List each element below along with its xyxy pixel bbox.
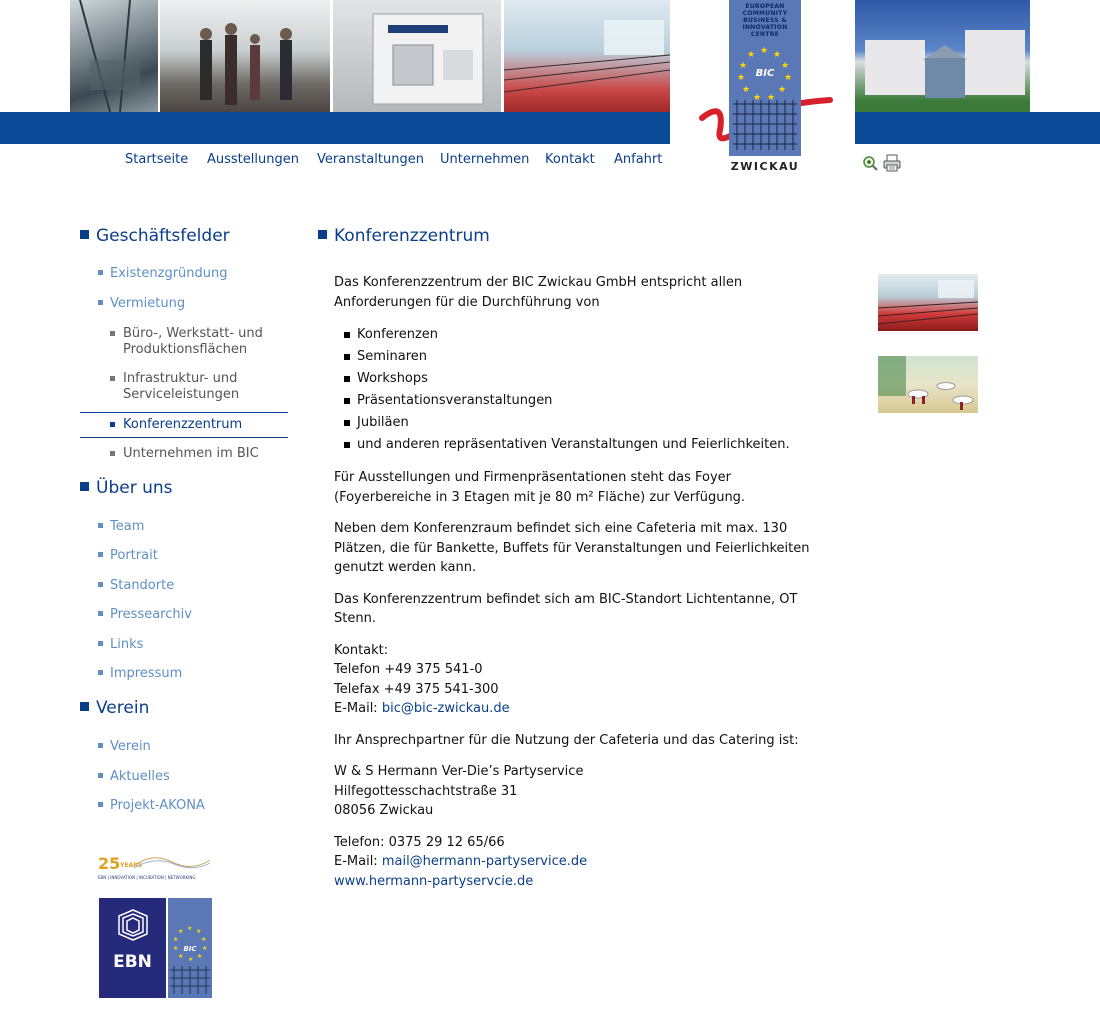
ebn-bic-logo[interactable] — [99, 898, 212, 998]
foyer-paragraph: Für Ausstellungen und Firmenpräsentationen steht das Foyer (Foyerbereiche in 3 Etagen mit je 80 m² Fläche) zur Verfügung. — [334, 470, 746, 505]
square-bullet-icon — [98, 743, 103, 748]
sidebar-item-label: Team — [110, 519, 145, 534]
list-item-text: Präsentationsveranstaltungen — [357, 393, 553, 408]
nav-ausstellungen[interactable]: Ausstellungen — [207, 152, 299, 167]
caterer-email-link[interactable]: mail@hermann-partyservice.de — [381, 854, 588, 869]
square-bullet-icon — [344, 420, 350, 426]
sidebar-item-label: Pressearchiv — [110, 607, 192, 622]
square-bullet-icon — [80, 482, 89, 491]
sidebar-subitem-unternehmen-im-bic[interactable] — [110, 446, 288, 462]
svg-text:★: ★ — [178, 928, 184, 935]
square-bullet-icon — [98, 552, 103, 557]
section-title: Verein — [96, 698, 150, 718]
svg-text:★: ★ — [767, 93, 776, 103]
sidebar-item-portrait[interactable] — [98, 548, 158, 563]
logo-text-line: CENTRE — [750, 31, 780, 38]
caterer-city: 08056 Zwickau — [334, 803, 434, 818]
contact-email-link[interactable]: bic@bic-zwickau.de — [381, 701, 510, 716]
square-bullet-icon — [98, 641, 103, 646]
svg-text:★: ★ — [173, 945, 179, 952]
sidebar-subitem-buero[interactable] — [110, 326, 288, 358]
sidebar-item-impressum[interactable] — [98, 666, 182, 681]
square-bullet-icon — [98, 300, 103, 305]
page-title-text: Konferenzzentrum — [334, 226, 490, 246]
svg-text:★: ★ — [753, 93, 762, 103]
section-title: Über uns — [96, 478, 173, 498]
header-photo-conference-hall — [504, 0, 670, 112]
section-title: Geschäftsfelder — [96, 226, 230, 246]
square-bullet-icon — [110, 422, 115, 427]
list-item-text: und anderen repräsentativen Veranstaltungen und Feierlichkeiten. — [357, 437, 790, 452]
sidebar-item-aktuelles[interactable] — [98, 769, 170, 784]
square-bullet-icon — [98, 523, 103, 528]
contact-fax: Telefax +49 375 541-300 — [334, 681, 499, 697]
sidebar-item-label: Unternehmen im BIC — [123, 446, 259, 461]
svg-text:★: ★ — [742, 85, 751, 95]
list-item — [334, 390, 834, 412]
header-blue-bar-right — [855, 112, 1100, 144]
contact-email-label: E-Mail: — [334, 701, 382, 716]
event-type-list — [334, 324, 834, 456]
caterer-phone: Telefon: 0375 29 12 65/66 — [334, 834, 505, 850]
ebn-cube-icon — [99, 906, 166, 956]
sidebar-item-label: Aktuelles — [110, 769, 170, 784]
svg-text:★: ★ — [778, 85, 787, 95]
list-item-text: Jubiläen — [357, 415, 409, 430]
svg-text:★: ★ — [747, 50, 756, 60]
contact-block — [334, 641, 834, 719]
svg-text:★: ★ — [187, 925, 193, 932]
square-bullet-icon — [98, 611, 103, 616]
caterer-name: W & S Hermann Ver-Die’s Partyservice — [334, 764, 584, 779]
ebn25-number: 25 — [98, 854, 121, 873]
list-item — [334, 346, 834, 368]
caterer-website-link[interactable]: www.hermann-partyservcie.de — [334, 873, 534, 889]
square-bullet-icon — [98, 802, 103, 807]
list-item-text: Seminaren — [357, 349, 428, 364]
nav-kontakt[interactable]: Kontakt — [545, 152, 595, 167]
square-bullet-icon — [80, 230, 89, 239]
ebn25-years-label: YEARS — [120, 862, 143, 869]
sidebar-item-team[interactable] — [98, 519, 144, 534]
caterer-contact — [334, 833, 834, 892]
nav-veranstaltungen[interactable]: Veranstaltungen — [317, 152, 424, 167]
sidebar-item-label: Vermietung — [110, 296, 186, 311]
svg-text:★: ★ — [760, 46, 769, 56]
sidebar-item-standorte[interactable] — [98, 578, 174, 593]
list-item — [334, 368, 834, 390]
logo-text-line: INNOVATION — [742, 24, 788, 31]
main-content — [334, 273, 834, 903]
location-paragraph: Das Konferenzzentrum befindet sich am BIC-Standort Lichtentanne, OT Stenn. — [334, 591, 798, 626]
square-bullet-icon — [98, 582, 103, 587]
bic-label: BIC — [183, 945, 197, 953]
square-bullet-icon — [98, 670, 103, 675]
print-icon[interactable] — [883, 154, 901, 172]
caterer-street: Hilfegottesschachtstraße 31 — [334, 783, 518, 799]
svg-text:★: ★ — [178, 953, 184, 960]
svg-text:★: ★ — [188, 956, 194, 963]
caterer-email-label: E-Mail: — [334, 854, 382, 869]
sidebar-item-verein[interactable] — [98, 739, 151, 754]
square-bullet-icon — [80, 702, 89, 711]
svg-text:★: ★ — [781, 61, 790, 71]
sidebar-item-label: Portrait — [110, 548, 158, 563]
square-bullet-icon — [344, 398, 350, 404]
sidebar-section-ueber-uns[interactable] — [80, 478, 173, 498]
svg-text:★: ★ — [784, 73, 793, 83]
page-title — [318, 226, 490, 246]
square-bullet-icon — [110, 376, 115, 381]
list-item-text: Konferenzen — [357, 327, 439, 342]
ebn25-tagline: EBN | INNOVATION | INCUBATION | NETWORKING — [98, 875, 196, 880]
bic-grid-pattern — [168, 966, 212, 996]
contact-phone: Telefon +49 375 541-0 — [334, 662, 483, 677]
svg-text:★: ★ — [773, 50, 782, 60]
header-photo-building — [855, 0, 1030, 112]
logo-panel — [729, 0, 801, 156]
list-item — [334, 412, 834, 434]
sidebar-section-geschaeftsfelder[interactable] — [80, 226, 230, 246]
header-photo-exhibition — [160, 0, 330, 112]
sidebar-item-label: Standorte — [110, 578, 175, 593]
header-photo-machine — [333, 0, 501, 112]
thumbnail-cafeteria[interactable] — [878, 356, 978, 413]
svg-text:★: ★ — [197, 953, 203, 960]
square-bullet-icon — [344, 332, 350, 338]
logo-city: ZWICKAU — [730, 160, 800, 173]
nav-unternehmen[interactable]: Unternehmen — [440, 152, 530, 167]
sidebar-item-label: Verein — [110, 739, 151, 754]
sidebar-item-label: Projekt-AKONA — [110, 798, 205, 813]
svg-text:★: ★ — [202, 945, 208, 952]
ebn25-swirl-icon — [132, 852, 212, 872]
sidebar-item-existenzgruendung[interactable] — [98, 266, 228, 281]
sidebar-item-links[interactable] — [98, 637, 143, 652]
ebn-panel — [99, 898, 166, 998]
header-photo-atrium — [70, 0, 158, 112]
sidebar-item-label: Links — [110, 637, 144, 652]
square-bullet-icon — [344, 376, 350, 382]
caterer-address — [334, 762, 834, 821]
square-bullet-icon — [344, 354, 350, 360]
ebn-label: EBN — [113, 952, 152, 972]
svg-text:★: ★ — [173, 936, 179, 943]
square-bullet-icon — [110, 331, 115, 336]
logo-badge: BIC — [755, 68, 775, 79]
bic-panel — [168, 898, 212, 998]
square-bullet-icon — [98, 270, 103, 275]
nav-startseite[interactable]: Startseite — [125, 152, 189, 167]
logo-text-line: COMMUNITY — [742, 10, 788, 17]
svg-text:★: ★ — [201, 936, 207, 943]
list-item — [334, 324, 834, 346]
header-blue-bar-left — [0, 112, 670, 144]
sidebar-section-verein[interactable] — [80, 698, 149, 718]
list-item-text: Workshops — [357, 371, 428, 386]
sidebar-item-label: Infrastruktur- und Serviceleistungen — [123, 371, 240, 402]
logo-text-line: BUSINESS & — [743, 17, 787, 24]
svg-text:★: ★ — [739, 61, 748, 71]
sidebar-subitem-konferenzzentrum[interactable] — [80, 412, 288, 438]
svg-text:★: ★ — [196, 928, 202, 935]
sidebar-item-projekt-akona[interactable] — [98, 798, 205, 813]
sidebar-item-label: Impressum — [110, 666, 183, 681]
intro-paragraph: Das Konferenzzentrum der BIC Zwickau GmbH entspricht allen Anforderungen für die Durchführung von — [334, 275, 743, 310]
catering-intro: Ihr Ansprechpartner für die Nutzung der Cafeteria und das Catering ist: — [334, 732, 799, 748]
sidebar-item-pressearchiv[interactable] — [98, 607, 192, 622]
zoom-icon[interactable] — [862, 155, 878, 171]
logo-text-line: EUROPEAN — [745, 3, 785, 10]
sidebar-item-label: Existenzgründung — [110, 266, 228, 281]
sidebar-item-vermietung[interactable] — [98, 296, 185, 311]
nav-anfahrt[interactable]: Anfahrt — [614, 152, 663, 167]
square-bullet-icon — [98, 773, 103, 778]
square-bullet-icon — [110, 451, 115, 456]
thumbnail-conference-hall[interactable] — [878, 274, 978, 331]
logo-grid-pattern — [729, 100, 801, 156]
sidebar-item-label: Büro-, Werkstatt- und Produktionsflächen — [123, 326, 263, 357]
bic-zwickau-logo[interactable] — [690, 0, 835, 180]
square-bullet-icon — [318, 230, 327, 239]
svg-text:★: ★ — [737, 73, 746, 83]
contact-label: Kontakt: — [334, 642, 389, 658]
list-item — [334, 434, 834, 456]
cafeteria-paragraph: Neben dem Konferenzraum befindet sich eine Cafeteria mit max. 130 Plätzen, die für Bankette, Buffets für Veranstaltungen und Feierlichkeiten genutzt werden kann. — [334, 521, 810, 575]
sidebar-item-label: Konferenzzentrum — [123, 417, 243, 432]
sidebar-subitem-infrastruktur[interactable] — [110, 371, 288, 403]
square-bullet-icon — [344, 442, 350, 448]
ebn-25-years-logo[interactable] — [98, 852, 212, 882]
